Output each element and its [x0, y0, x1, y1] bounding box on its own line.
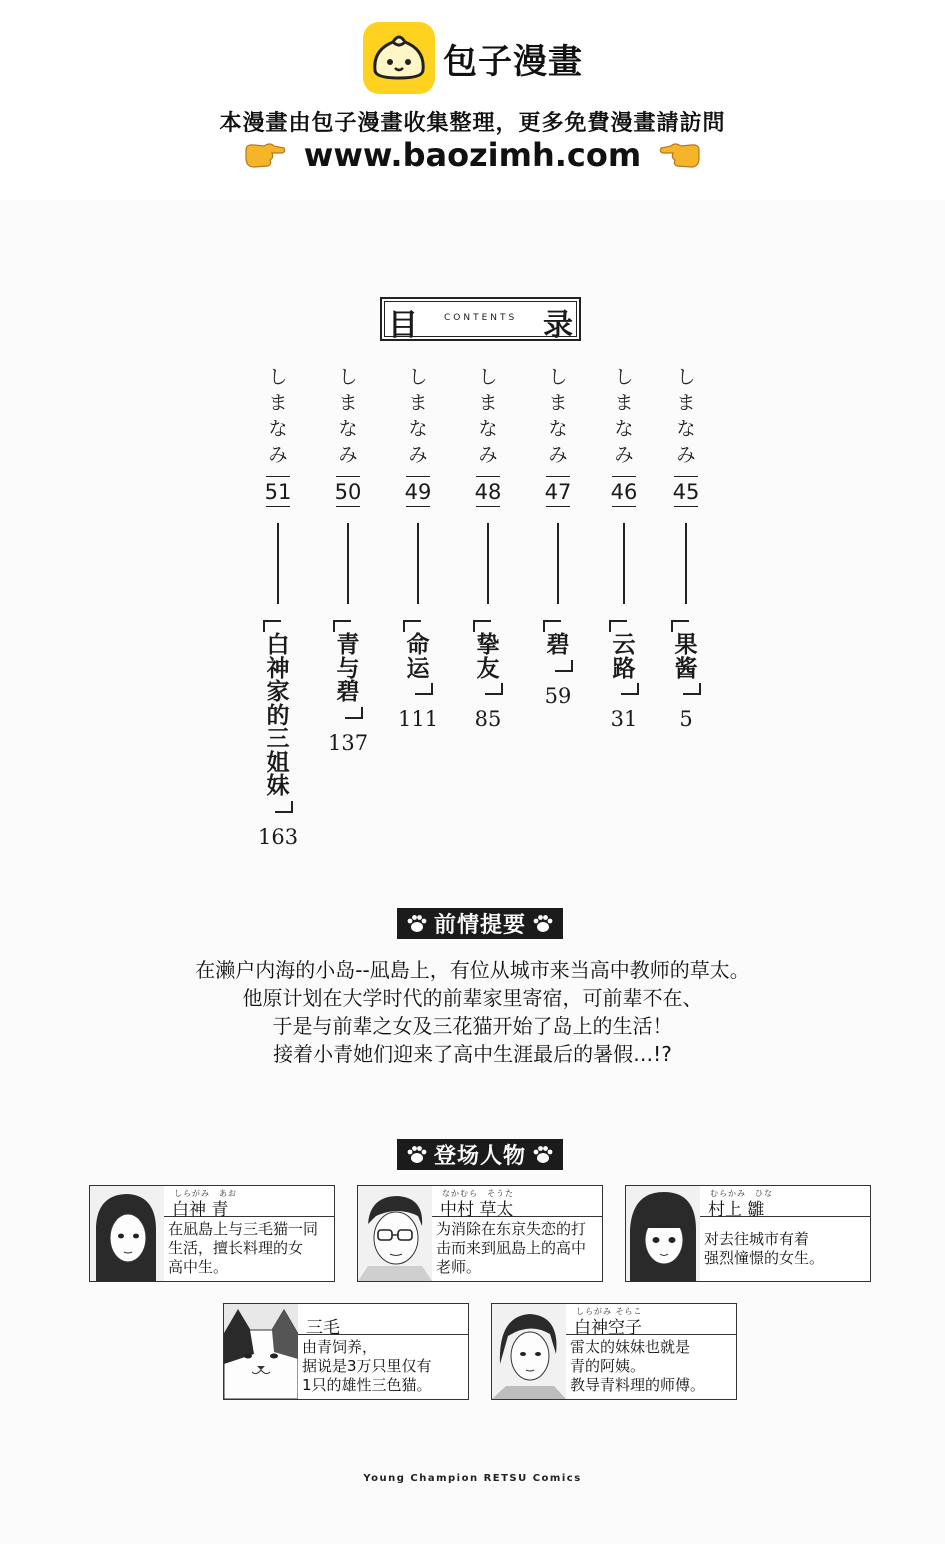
character-name-bar: [700, 1186, 870, 1220]
toc-entry-45[interactable]: [666, 364, 706, 731]
divider: [546, 506, 570, 507]
kana-char: ま: [548, 392, 568, 414]
chapter-number: 50: [334, 480, 362, 504]
kana-char: し: [338, 366, 358, 388]
title-char: 云: [612, 632, 636, 658]
toc-entry-49[interactable]: [398, 364, 439, 731]
contents-heading-right: 录: [543, 308, 573, 343]
bracket-open: [609, 620, 627, 632]
site-name: 包子漫畫: [443, 41, 583, 82]
synopsis-heading: [397, 908, 563, 939]
bracket-open: [543, 620, 561, 632]
chapter-title: [468, 620, 508, 695]
title-char: 运: [406, 655, 430, 682]
description-line: 青的阿姨。: [570, 1357, 646, 1375]
character-card: [89, 1185, 335, 1282]
divider: [476, 476, 500, 477]
kana-char: し: [614, 366, 634, 388]
kana-char: し: [548, 366, 568, 388]
site-url-link[interactable]: www.baozimh.com: [303, 136, 642, 174]
connector-line: [417, 523, 419, 604]
kana-char: し: [408, 366, 428, 388]
site-url-row: [0, 136, 945, 174]
character-portrait: [492, 1304, 566, 1399]
character-description: [168, 1220, 330, 1277]
title-char: 姐: [266, 749, 290, 776]
character-name: 村上 雛: [708, 1200, 765, 1220]
divider: [266, 506, 290, 507]
paw-icon: [532, 1145, 554, 1165]
character-ruby: むらかみ ひな: [710, 1189, 773, 1198]
series-title-vertical: [538, 364, 578, 468]
description-line: 雷太的妹妹也就是: [570, 1338, 691, 1356]
divider: [266, 476, 290, 477]
chapter-number: 46: [610, 480, 638, 504]
title-char: 酱: [674, 655, 698, 682]
pointing-right-hand-icon: [244, 140, 286, 170]
character-card: [491, 1303, 737, 1400]
kana-char: な: [676, 418, 696, 440]
page-number: 111: [398, 707, 439, 731]
character-description: [704, 1230, 866, 1268]
page-number: 85: [474, 707, 502, 731]
bracket-close: [485, 683, 503, 695]
chapter-number: 49: [404, 480, 432, 504]
characters-heading: [397, 1139, 563, 1170]
synopsis-line: 于是与前辈之女及三花猫开始了岛上的生活！: [272, 1014, 673, 1038]
character-description: [436, 1220, 598, 1277]
character-description: [302, 1338, 464, 1395]
page-number: 31: [610, 707, 638, 731]
description-line: 强烈憧憬的女生。: [704, 1249, 825, 1267]
chapter-title: [666, 620, 706, 695]
description-line: 为消除在东京失恋的打: [436, 1220, 587, 1238]
connector-line: [623, 523, 625, 604]
character-name-bar: [432, 1186, 602, 1220]
title-char: 果: [674, 632, 698, 658]
toc-entry-48[interactable]: [468, 364, 508, 731]
kana-char: ま: [478, 392, 498, 414]
connector-line: [347, 523, 349, 604]
contents-heading-box: [380, 297, 581, 341]
page-number: 59: [544, 683, 572, 708]
kana-char: な: [268, 418, 288, 440]
synopsis-line: 接着小青她们迎来了高中生涯最后的暑假…!?: [273, 1042, 672, 1066]
connector-line: [277, 523, 279, 604]
contents-heading-left: 目: [388, 308, 418, 343]
bracket-open: [333, 620, 351, 632]
kana-char: ま: [614, 392, 634, 414]
bracket-close: [683, 683, 701, 695]
title-char: 碧: [336, 679, 360, 705]
synopsis-heading-label: 前情提要: [433, 913, 526, 938]
bracket-close: [415, 683, 433, 695]
contents-heading-label: CONTENTS: [444, 313, 518, 323]
series-title-vertical: [328, 364, 368, 468]
kana-char: み: [408, 444, 428, 466]
description-line: 老师。: [436, 1258, 482, 1276]
divider: [546, 476, 570, 477]
synopsis-line: 他原计划在大学时代的前辈家里寄宿，可前辈不在、: [242, 986, 703, 1010]
page-number: 5: [679, 707, 693, 731]
title-char: 神: [266, 655, 290, 682]
kana-char: な: [614, 418, 634, 440]
character-portrait: [90, 1186, 164, 1281]
title-char: 家: [266, 679, 290, 705]
paw-icon: [406, 914, 428, 934]
chapter-title: [604, 620, 644, 695]
page-number: 163: [258, 824, 299, 849]
toc-entry-50[interactable]: [328, 364, 369, 755]
title-char: 妹: [266, 773, 290, 799]
divider: [476, 506, 500, 507]
description-line: 高中生。: [168, 1258, 229, 1276]
divider: [674, 506, 698, 507]
character-portrait: [626, 1186, 700, 1281]
title-char: 的: [266, 702, 290, 729]
chapter-number: 48: [474, 480, 502, 504]
kana-char: し: [676, 366, 696, 388]
description-line: 生活，擅长料理的女: [168, 1239, 304, 1257]
title-char: 三: [266, 726, 290, 752]
description-line: 在凪島上与三毛猫一同: [168, 1220, 319, 1238]
series-title-vertical: [258, 364, 298, 468]
site-logo[interactable]: [363, 22, 583, 94]
kana-char: な: [408, 418, 428, 440]
character-description: [570, 1338, 732, 1395]
page-number: 137: [328, 730, 369, 755]
characters-heading-label: 登场人物: [433, 1144, 526, 1169]
divider: [406, 476, 430, 477]
description-line: 对去往城市有着: [704, 1230, 810, 1248]
kana-char: ま: [338, 392, 358, 414]
kana-char: み: [676, 444, 696, 466]
pointing-left-hand-icon: [659, 140, 701, 170]
divider: [612, 476, 636, 477]
footer-imprint: Young Champion RETSU Comics: [363, 1473, 582, 1484]
bracket-close: [275, 801, 293, 813]
chapter-title: [538, 620, 578, 672]
character-name-bar: [298, 1304, 468, 1338]
character-name-bar: [566, 1304, 736, 1338]
kana-char: ま: [408, 392, 428, 414]
kana-char: み: [478, 444, 498, 466]
bracket-open: [671, 620, 689, 632]
title-char: 路: [612, 655, 636, 682]
kana-char: み: [614, 444, 634, 466]
title-char: 命: [406, 632, 430, 658]
bracket-open: [473, 620, 491, 632]
description-line: 教导青料理的师傅。: [570, 1376, 706, 1394]
bracket-open: [403, 620, 421, 632]
character-portrait: [358, 1186, 432, 1281]
divider: [336, 506, 360, 507]
kana-char: ま: [268, 392, 288, 414]
title-char: 与: [336, 655, 360, 682]
divider: [612, 506, 636, 507]
title-char: 友: [476, 655, 500, 682]
description-line: 据说是3万只里仅有: [302, 1357, 432, 1375]
title-char: 碧: [546, 632, 570, 658]
character-name: 白神空子: [574, 1318, 642, 1338]
kana-char: し: [268, 366, 288, 388]
kana-char: み: [268, 444, 288, 466]
character-name: 中村 草太: [440, 1200, 514, 1220]
character-ruby: しらがみ そらこ: [576, 1307, 643, 1316]
character-name: 白神 青: [172, 1200, 229, 1220]
toc-entry-46[interactable]: [604, 364, 644, 731]
series-title-vertical: [604, 364, 644, 468]
toc-entry-47[interactable]: [538, 364, 578, 708]
kana-char: な: [478, 418, 498, 440]
series-title-vertical: [468, 364, 508, 468]
chapter-number: 51: [264, 480, 292, 504]
title-char: 白: [266, 632, 290, 658]
description-line: 由青饲养，: [302, 1338, 378, 1356]
character-name: 三毛: [306, 1318, 340, 1338]
synopsis-text: [0, 956, 945, 1068]
character-ruby: しらがみ あお: [174, 1189, 237, 1198]
bun-logo-icon: [363, 22, 435, 94]
divider: [336, 476, 360, 477]
bracket-close: [621, 683, 639, 695]
chapter-number: 45: [672, 480, 700, 504]
kana-char: ま: [676, 392, 696, 414]
chapter-title: [398, 620, 438, 695]
character-ruby: なかむら そうた: [442, 1189, 514, 1198]
bracket-close: [345, 707, 363, 719]
kana-char: な: [338, 418, 358, 440]
paw-icon: [532, 914, 554, 934]
series-title-vertical: [666, 364, 706, 468]
description-line: 1只的雄性三色猫。: [302, 1376, 432, 1394]
banner-note: 本漫畫由包子漫畫收集整理，更多免費漫畫請訪問: [219, 111, 726, 136]
kana-char: し: [478, 366, 498, 388]
character-card: [357, 1185, 603, 1282]
synopsis-line: 在濑户内海的小岛--凪島上，有位从城市来当高中教师的草太。: [195, 958, 750, 982]
character-portrait: [224, 1304, 298, 1399]
bracket-close: [555, 660, 573, 672]
connector-line: [685, 523, 687, 604]
chapter-title: [258, 620, 298, 813]
kana-char: み: [548, 444, 568, 466]
bracket-open: [263, 620, 281, 632]
toc-entry-51[interactable]: [258, 364, 299, 849]
paw-icon: [406, 1145, 428, 1165]
title-char: 青: [336, 632, 360, 658]
series-title-vertical: [398, 364, 438, 468]
title-char: 挚: [476, 632, 500, 658]
chapter-title: [328, 620, 368, 719]
divider: [406, 506, 430, 507]
kana-char: な: [548, 418, 568, 440]
divider: [674, 476, 698, 477]
connector-line: [557, 523, 559, 604]
character-name-bar: [164, 1186, 334, 1220]
connector-line: [487, 523, 489, 604]
description-line: 击而来到凪島上的高中: [436, 1239, 587, 1257]
character-card: [223, 1303, 469, 1400]
kana-char: み: [338, 444, 358, 466]
character-card: [625, 1185, 871, 1282]
chapter-number: 47: [544, 480, 572, 504]
